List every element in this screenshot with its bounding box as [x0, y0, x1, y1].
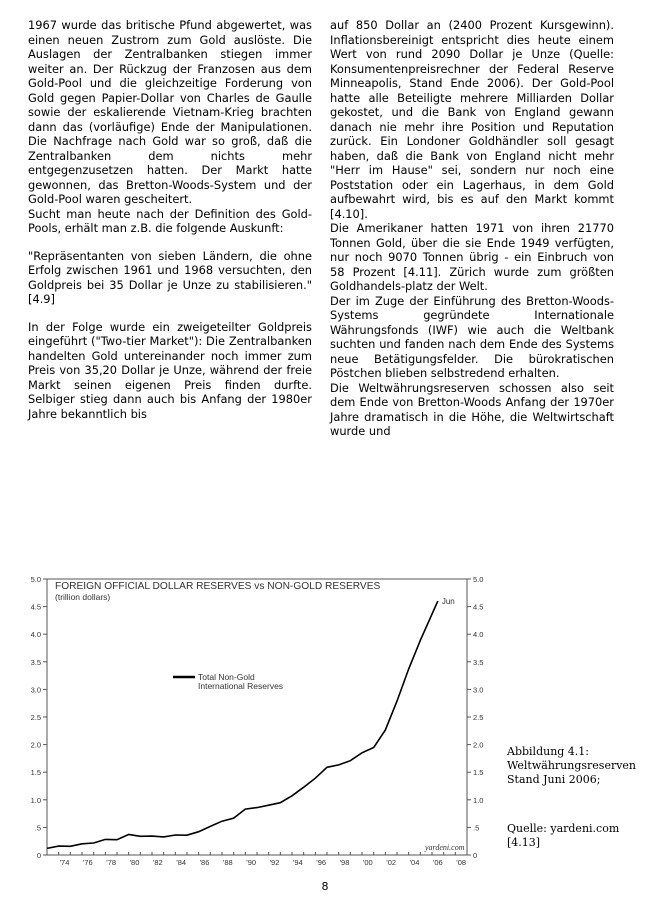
y-tick-label: .5: [34, 823, 41, 833]
figure-source: [507, 822, 627, 850]
x-tick-label: '80: [129, 858, 140, 867]
series-line-non-gold-reserves: [47, 601, 438, 848]
x-tick-label: '08: [456, 858, 467, 867]
x-tick-label: '02: [386, 858, 397, 867]
x-tick-label: '00: [362, 858, 373, 867]
y-tick-label: 3.0: [30, 685, 41, 695]
x-tick-label: '86: [199, 858, 210, 867]
paragraph: Der im Zuge der Einführung des Bretton-Woods-Systems gegründete Internationale Währungsfonds (IWF) wie auch die Weltbank suchten und fanden nach dem Ende des Systems neue Betätigungsfelder. Die bürokratischen Pöstchen blieben selbstredend erhalten.: [330, 293, 614, 380]
x-tick-label: '76: [82, 858, 93, 867]
legend-label-2: International Reserves: [198, 681, 284, 691]
paragraph: In der Folge wurde ein zweigeteilter Goldpreis eingeführt ("Two-tier Market"): Die Zentralbanken handelten Gold untereinander noch immer zum Preis von 35,20 Dollar je Unze, während der freie Markt seinen eigenen Preis finden durfte. Selbiger stieg dann auch bis Anfang der 1980er Jahre bekanntlich bis: [28, 319, 312, 421]
paragraph: 1967 wurde das britische Pfund abgewertet, was einen neuen Zustrom zum Gold auslöste. Die Auslagen der Zentralbanken stiegen immer weiter an. Der Rückzug der Franzosen aus dem Gold-Pool und die gleichzeitige Forderung von Gold gegen Papier-Dollar von Charles de Gaulle sowie der eskalierende Vietnam-Krieg brachten dann das (vorläufige) Ende der Manipulationen. Die Nachfrage nach Gold war so groß, daß die Zentralbanken dem nichts mehr entgegenzusetzen hatten. Der Markt hatte gewonnen, das Bretton-Woods-System und der Gold-Pool waren gescheitert.: [28, 18, 312, 206]
y-tick-label: 3.0: [473, 685, 484, 695]
paragraph: auf 850 Dollar an (2400 Prozent Kursgewinn). Inflationsbereinigt entspricht dies heute einem Wert von rund 2090 Dollar je Unze (Quelle: Konsumentenpreisrechner der Federal Reserve Minneapolis, Stand Ende 2006). Der Gold-Pool hatte alle Beteiligte mehrere Milliarden Dollar gekostet, und die Bank von England gewann danach nie mehr ihre Position und Reputation zurück. Ein Londoner Goldhändler soll gesagt haben, daß die Bank von England nicht mehr "Herr im Hause" sei, sondern nur noch eine Poststation oder ein Lagerhaus, in dem Gold aufbewahrt wird, bis es auf den Markt kommt [4.10].: [330, 18, 614, 221]
caption-text: Abbildung 4.1: Weltwährungsreserven Stand Juni 2006;: [507, 745, 637, 786]
y-tick-label: 3.5: [473, 657, 484, 667]
y-tick-label: 4.5: [30, 602, 41, 612]
x-tick-label: '90: [246, 858, 257, 867]
y-tick-label: 4.5: [473, 602, 484, 612]
page-number: 8: [321, 880, 329, 893]
x-tick-label: '88: [222, 858, 233, 867]
figure-caption: [507, 745, 637, 786]
x-tick-label: '94: [292, 858, 303, 867]
y-axis-left: [31, 575, 47, 860]
y-tick-label: 4.0: [30, 630, 41, 640]
x-tick-label: '92: [269, 858, 280, 867]
y-tick-label: 1.5: [473, 768, 484, 778]
text-column-right: [330, 18, 614, 439]
x-tick-label: '06: [432, 858, 443, 867]
caption-source: Quelle: yardeni.com [4.13]: [507, 822, 620, 849]
y-tick-label: 3.5: [30, 657, 41, 667]
paragraph: Die Amerikaner hatten 1971 von ihren 21770 Tonnen Gold, über die sie Ende 1949 verfügten, nur noch 9070 Tonnen übrig - ein Einbruch von 58 Prozent [4.11]. Zürich wurde zum größten Goldhandels-platz der Welt.: [330, 221, 614, 293]
y-tick-label: 2.5: [473, 713, 484, 722]
quote-paragraph: "Repräsentanten von sieben Ländern, die ohne Erfolg zwischen 1961 und 1968 versuchten, den Goldpreis bei 35 Dollar je Unze zu stabilisieren." [4.9]: [28, 248, 312, 306]
y-tick-label: 0: [36, 851, 41, 860]
source-label: yardeni.com: [425, 843, 465, 852]
chart-subtitle: (trillion dollars): [55, 592, 111, 602]
end-label: Jun: [441, 597, 455, 607]
y-tick-label: 2.0: [473, 740, 484, 750]
y-tick-label: 5.0: [30, 575, 41, 584]
x-tick-label: '74: [59, 858, 70, 867]
paragraph: Die Weltwährungsreserven schossen also seit dem Ende von Bretton-Woods Anfang der 1970er Jahre dramatisch in die Höhe, die Weltwirtschaft wurde und: [330, 380, 614, 438]
y-tick-label: 0: [473, 851, 478, 860]
y-tick-label: 5.0: [473, 575, 484, 584]
y-tick-label: 2.0: [30, 740, 41, 750]
text-column-left: [28, 18, 312, 421]
x-tick-label: '78: [106, 858, 117, 867]
y-tick-label: 4.0: [473, 630, 484, 640]
x-tick-label: '82: [152, 858, 163, 867]
y-axis-right: [467, 575, 483, 860]
plot-frame: [47, 579, 467, 855]
x-tick-label: '84: [176, 858, 187, 867]
x-tick-label: '96: [316, 858, 327, 867]
legend-label: Total Non-Gold: [198, 672, 255, 682]
x-axis: [47, 852, 467, 867]
y-tick-label: 1.5: [30, 768, 41, 778]
y-tick-label: 1.0: [30, 795, 41, 805]
y-tick-label: 2.5: [30, 713, 41, 722]
y-tick-label: .5: [473, 823, 480, 833]
y-tick-label: 1.0: [473, 795, 484, 805]
x-tick-label: '98: [339, 858, 350, 867]
paragraph: Sucht man heute nach der Definition des Gold-Pools, erhält man z.B. die folgende Auskunft:: [28, 206, 312, 235]
x-tick-label: '04: [409, 858, 420, 867]
reserves-line-chart: [25, 567, 491, 867]
chart-title: FOREIGN OFFICIAL DOLLAR RESERVES vs NON-GOLD RESERVES: [55, 581, 381, 592]
